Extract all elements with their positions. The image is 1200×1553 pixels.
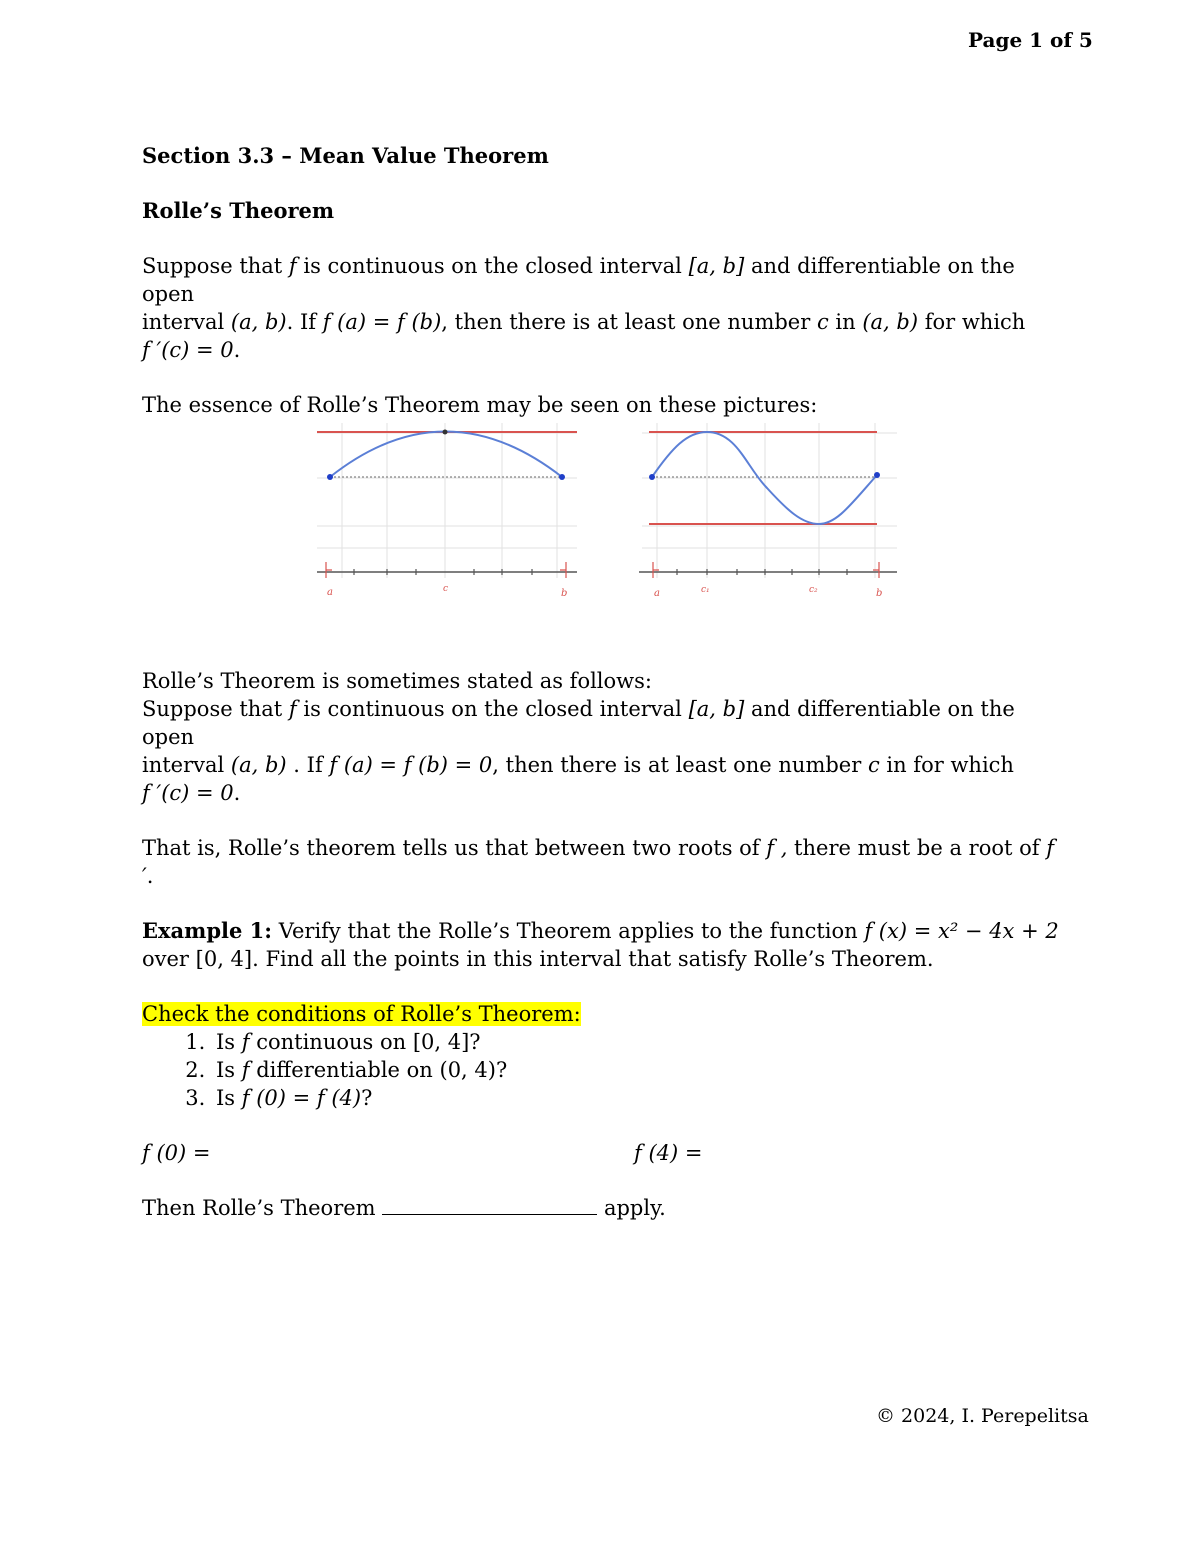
section-title: Section 3.3 – Mean Value Theorem (142, 143, 549, 168)
f4-label: f (4) = (634, 1141, 703, 1165)
conditions-list (142, 1028, 1062, 1112)
graph-1-point-a (327, 474, 333, 480)
f0-label: f (0) = (142, 1141, 211, 1165)
text: Is (216, 1030, 242, 1054)
text: in for which (879, 753, 1014, 777)
rolle-statement (142, 252, 1062, 364)
text: . Find all the points in this interval that satisfy Rolle’s Theorem. (252, 947, 934, 971)
math-equation: f (a) = f (b) = 0 (329, 753, 493, 777)
math-f: f (241, 1030, 250, 1054)
math-equation: f ′(c) = 0 (142, 338, 234, 362)
text: continuous on (249, 1030, 413, 1054)
text: Verify that the Rolle’s Theorem applies to the function (272, 919, 865, 943)
math-interval: (a, b) (862, 310, 919, 334)
text: Suppose that (142, 697, 289, 721)
copyright-footer: © 2024, I. Perepelitsa (876, 1405, 1089, 1427)
graph-1-endpoint-marks (326, 562, 566, 578)
rolle-heading: Rolle’s Theorem (142, 198, 335, 223)
graph-1-label-c: c (443, 584, 449, 594)
page-number: Page 1 of 5 (968, 28, 1093, 52)
text: is continuous on the closed interval (296, 697, 689, 721)
text: over (142, 947, 196, 971)
text: in (828, 310, 863, 334)
math-interval: (a, b) (230, 753, 287, 777)
text: , then there is at least one number (492, 753, 868, 777)
text: interval (142, 753, 231, 777)
graph-2-endpoint-marks (653, 562, 879, 578)
math-interval: [0, 4] (412, 1030, 470, 1054)
graph-2-label-c2: c₂ (809, 585, 818, 595)
math-interval: [a, b] (688, 254, 745, 278)
check-heading: Check the conditions of Rolle’s Theorem: (142, 1002, 581, 1026)
graph-2 (639, 423, 897, 599)
math-f: f (288, 697, 297, 721)
math-f: f , (766, 836, 788, 860)
text: . (233, 338, 241, 362)
math-c: c (867, 753, 880, 777)
f-values-row (142, 1139, 1062, 1167)
rolle-graphs-svg (312, 418, 902, 608)
math-interval: [a, b] (688, 697, 745, 721)
text: . (146, 864, 154, 888)
text: Suppose that (142, 254, 289, 278)
text: interval (142, 310, 231, 334)
text: apply. (597, 1196, 666, 1220)
that-is-text (142, 834, 1062, 890)
graph-1-point-c (443, 430, 448, 435)
graph-2-point-a (649, 474, 655, 480)
graph-2-label-b: b (876, 588, 883, 599)
text: differentiable on (249, 1058, 440, 1082)
math-equation: f (a) = f (b) (322, 310, 442, 334)
condition-item (212, 1056, 1062, 1084)
math-c: c (816, 310, 829, 334)
text: ? (469, 1030, 481, 1054)
math-function: f (x) = x² − 4x + 2 (864, 919, 1059, 943)
essence-text: The essence of Rolle’s Theorem may be seen on these pictures: (142, 393, 818, 417)
conclusion-text (142, 1194, 1062, 1222)
condition-item (212, 1028, 1062, 1056)
graph-1-label-a: a (327, 587, 333, 598)
math-equation: f (0) = f (4) (241, 1086, 362, 1110)
text: Then Rolle’s Theorem (142, 1196, 383, 1220)
math-f: f (241, 1058, 250, 1082)
text: , then there is at least one number (441, 310, 817, 334)
graph-1-label-b: b (561, 588, 568, 599)
graph-2-label-c1: c₁ (701, 585, 710, 595)
text: . (233, 781, 241, 805)
answer-blank[interactable] (382, 1196, 597, 1215)
text: ? (361, 1086, 373, 1110)
text: for which (918, 310, 1026, 334)
text: . If (286, 753, 330, 777)
math-interval: [0, 4] (195, 947, 253, 971)
rolle-graphs (312, 418, 902, 608)
math-interval: (a, b) (230, 310, 287, 334)
graph-2-grid (642, 423, 897, 578)
alt-intro: Rolle’s Theorem is sometimes stated as follows: (142, 669, 652, 693)
graph-1-point-b (559, 474, 565, 480)
text: That is, Rolle’s theorem tells us that between two roots of (142, 836, 767, 860)
alt-statement (142, 695, 1062, 807)
text: Is (216, 1058, 242, 1082)
document-body (142, 142, 1062, 1222)
graph-1-grid (317, 423, 577, 578)
example-1 (142, 917, 1062, 973)
text: . If (286, 310, 323, 334)
graph-2-point-b (874, 472, 880, 478)
text: ? (495, 1058, 508, 1082)
text: is continuous on the closed interval (296, 254, 689, 278)
math-interval: (0, 4) (439, 1058, 496, 1082)
math-f: f (288, 254, 297, 278)
text: and differentiable on the open (142, 254, 1015, 306)
example-label: Example 1: (142, 918, 273, 943)
math-fprime: f ′ (142, 836, 1054, 888)
condition-item (212, 1084, 1062, 1112)
graph-1 (317, 423, 577, 599)
graph-2-label-a: a (654, 588, 660, 599)
text: Is (216, 1086, 242, 1110)
math-equation: f ′(c) = 0 (142, 781, 234, 805)
graph-1-curve (330, 432, 562, 478)
text: and differentiable on the open (142, 697, 1015, 749)
text: there must be a root of (787, 836, 1047, 860)
